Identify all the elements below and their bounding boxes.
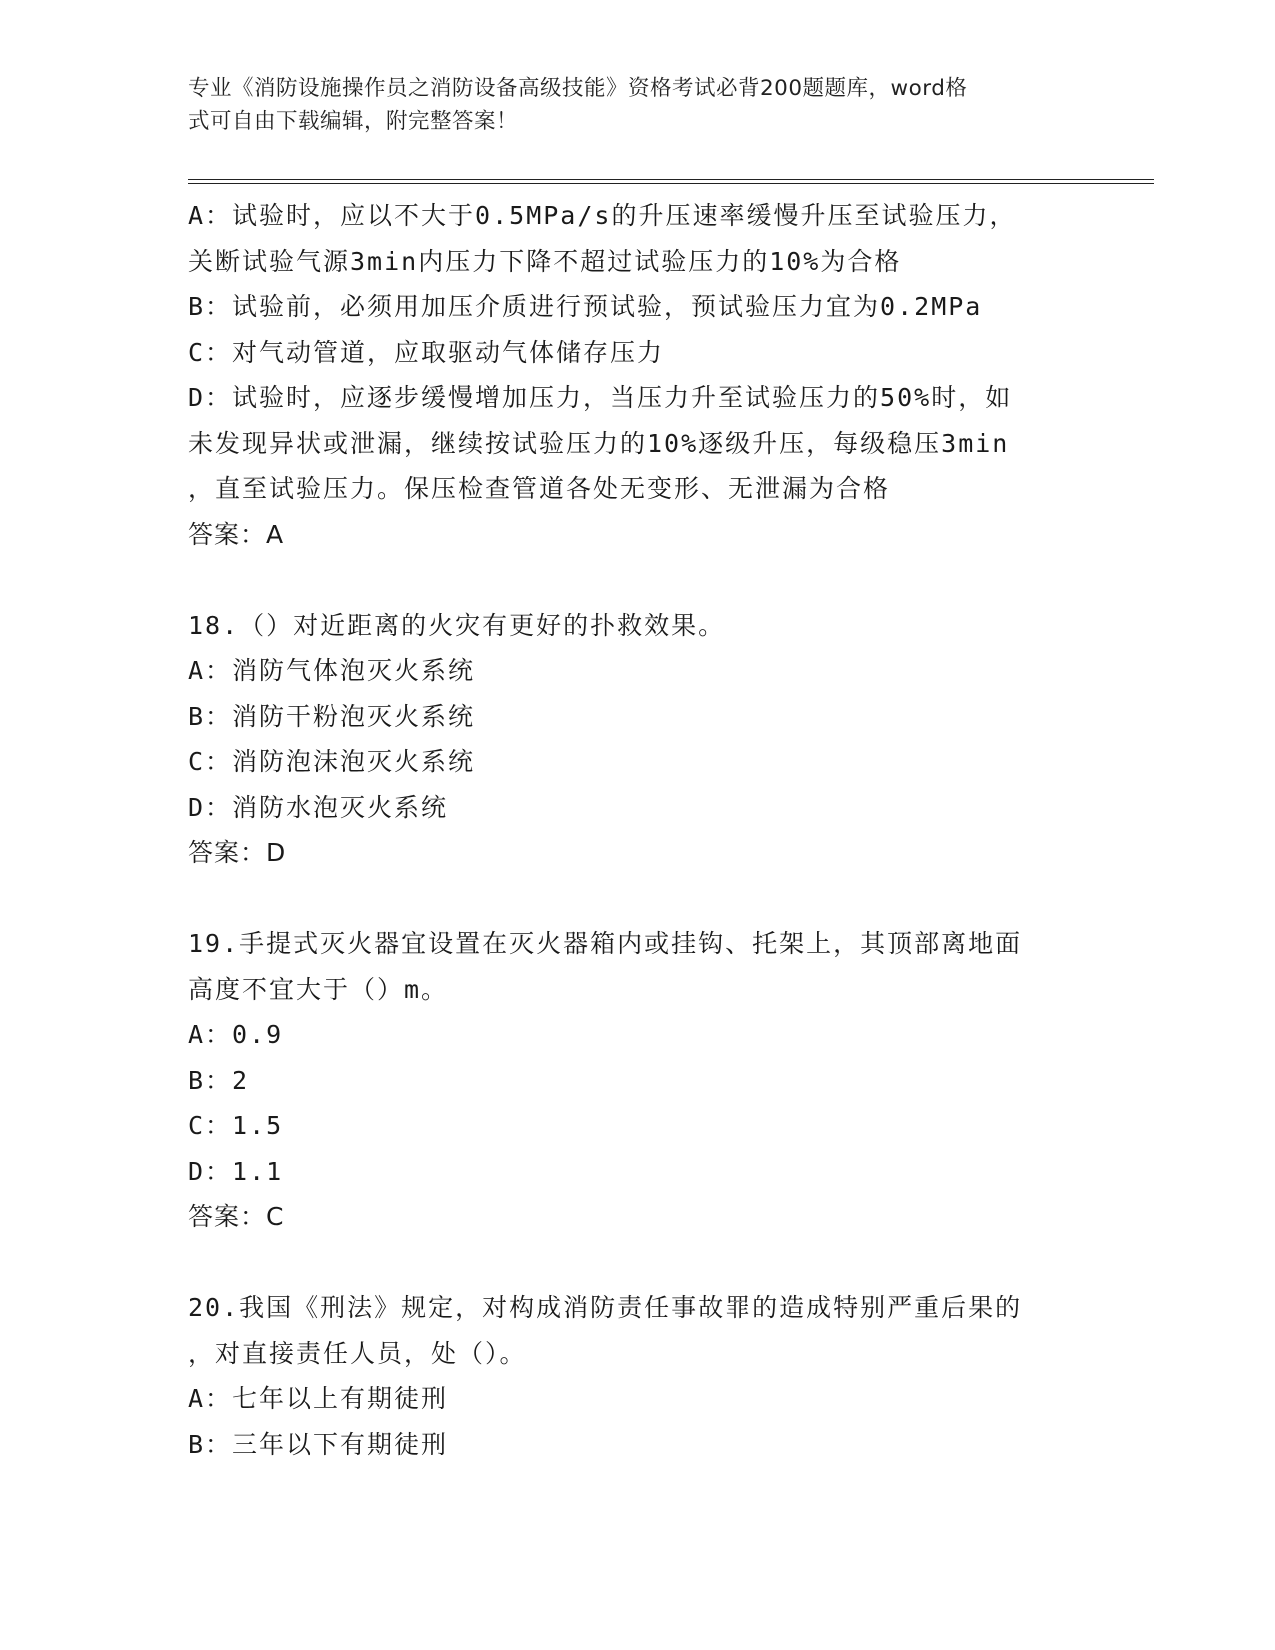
q17-option-b: B：试验前，必须用加压介质进行预试验，预试验压力宜为0.2MPa [188, 292, 983, 321]
spacer [188, 557, 1088, 603]
q19-stem-line-2: 高度不宜大于（）m。 [188, 974, 449, 1004]
q17-option-d-line-2: 未发现异状或泄漏，继续按试验压力的10%逐级升压，每级稳压3min [188, 428, 1010, 458]
q19-option-a: A：0.9 [188, 1020, 284, 1049]
q19-stem-line-1: 19.手提式灭火器宜设置在灭火器箱内或挂钩、托架上，其顶部离地面 [188, 929, 1023, 958]
spacer [188, 1240, 1088, 1286]
question-list [188, 193, 1088, 1467]
q20-option-a: A：七年以上有期徒刑 [188, 1384, 449, 1413]
q19-option-b: B：2 [188, 1065, 250, 1095]
q17-option-a-line-1: A：试验时，应以不大于0.5MPa/s的升压速率缓慢升压至试验压力， [188, 201, 1017, 230]
q19-option-c: C：1.5 [188, 1111, 284, 1140]
q19-answer: 答案：C [188, 1202, 285, 1231]
q17-option-d-line-3: ，直至试验压力。保压检查管道各处无变形、无泄漏为合格 [188, 474, 891, 503]
q20-stem-line-1: 20.我国《刑法》规定，对构成消防责任事故罪的造成特别严重后果的 [188, 1293, 1023, 1322]
question-19 [188, 921, 1088, 1240]
header-divider-bottom [188, 183, 1154, 184]
q17-option-a-line-2: 关断试验气源3min内压力下降不超过试验压力的10%为合格 [188, 246, 902, 276]
header-title-line-2: 式可自由下载编辑，附完整答案！ [188, 109, 519, 134]
q18-option-c: C：消防泡沫泡灭火系统 [188, 747, 476, 776]
question-20 [188, 1285, 1088, 1467]
q18-option-a: A：消防气体泡灭火系统 [188, 656, 476, 685]
header-divider-top [188, 179, 1154, 180]
q18-answer: 答案：D [188, 838, 287, 867]
q18-option-b: B：消防干粉泡灭火系统 [188, 701, 476, 731]
spacer [188, 876, 1088, 922]
header-title-line-1: 专业《消防设施操作员之消防设备高级技能》资格考试必背200题题库，word格 [188, 76, 968, 101]
q17-answer: 答案：A [188, 519, 285, 549]
document-header [188, 72, 1088, 138]
question-18 [188, 603, 1088, 876]
q17-option-d-line-1: D：试验时，应逐步缓慢增加压力，当压力升至试验压力的50%时，如 [188, 383, 1013, 412]
q18-option-d: D：消防水泡灭火系统 [188, 792, 449, 822]
q20-option-b: B：三年以下有期徒刑 [188, 1429, 449, 1459]
q17-option-c: C：对气动管道，应取驱动气体储存压力 [188, 337, 665, 367]
question-17 [188, 193, 1088, 557]
q20-stem-line-2: ，对直接责任人员，处（）。 [188, 1338, 527, 1368]
q19-option-d: D：1.1 [188, 1156, 284, 1186]
q18-stem: 18.（）对近距离的火灾有更好的扑救效果。 [188, 610, 726, 640]
